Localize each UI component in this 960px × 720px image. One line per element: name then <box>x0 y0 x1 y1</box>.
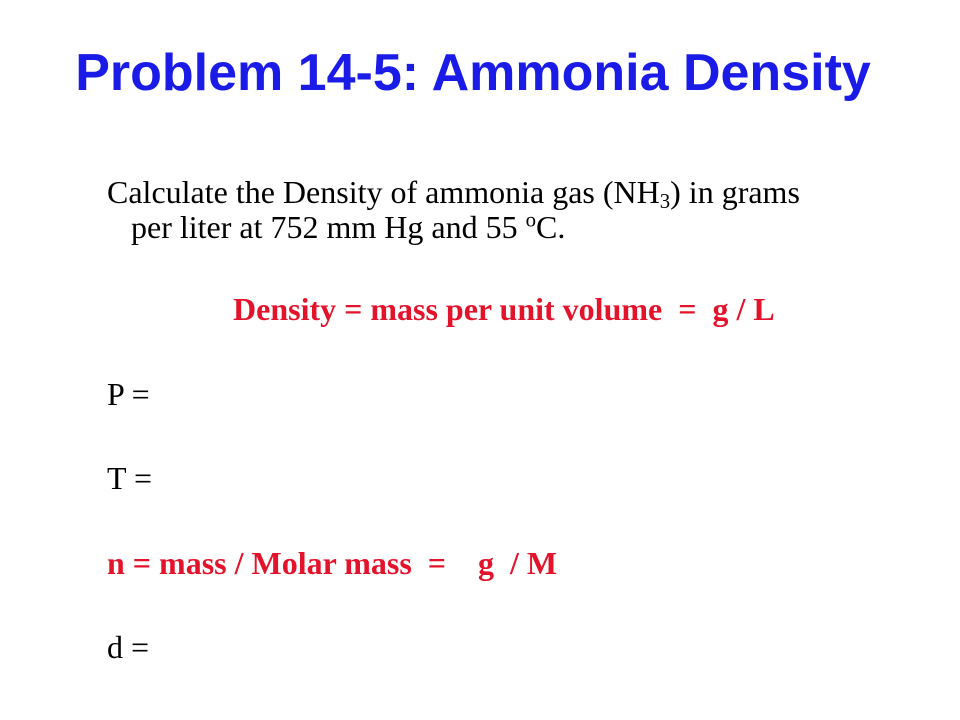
question-line-1-text: Calculate the Density of ammonia gas (NH <box>107 174 660 210</box>
question-line-2 <box>131 210 565 245</box>
density-label: d = <box>107 629 150 665</box>
temperature-label: T = <box>107 460 153 496</box>
degree-superscript: o <box>525 208 536 232</box>
density-definition: Density = mass per unit volume = g / L <box>233 291 775 327</box>
moles-definition: n = mass / Molar mass = g / M <box>107 545 558 581</box>
ammonia-subscript: 3 <box>659 190 671 214</box>
question-line-2-text: per liter at 752 mm Hg and 55 <box>131 209 526 245</box>
question-line-1-tail: ) in grams <box>670 174 800 210</box>
question-line-2-tail: C. <box>535 209 566 245</box>
slide-title: Problem 14-5: Ammonia Density <box>75 44 871 102</box>
question-line-1 <box>107 174 800 214</box>
pressure-label: P = <box>107 376 150 412</box>
